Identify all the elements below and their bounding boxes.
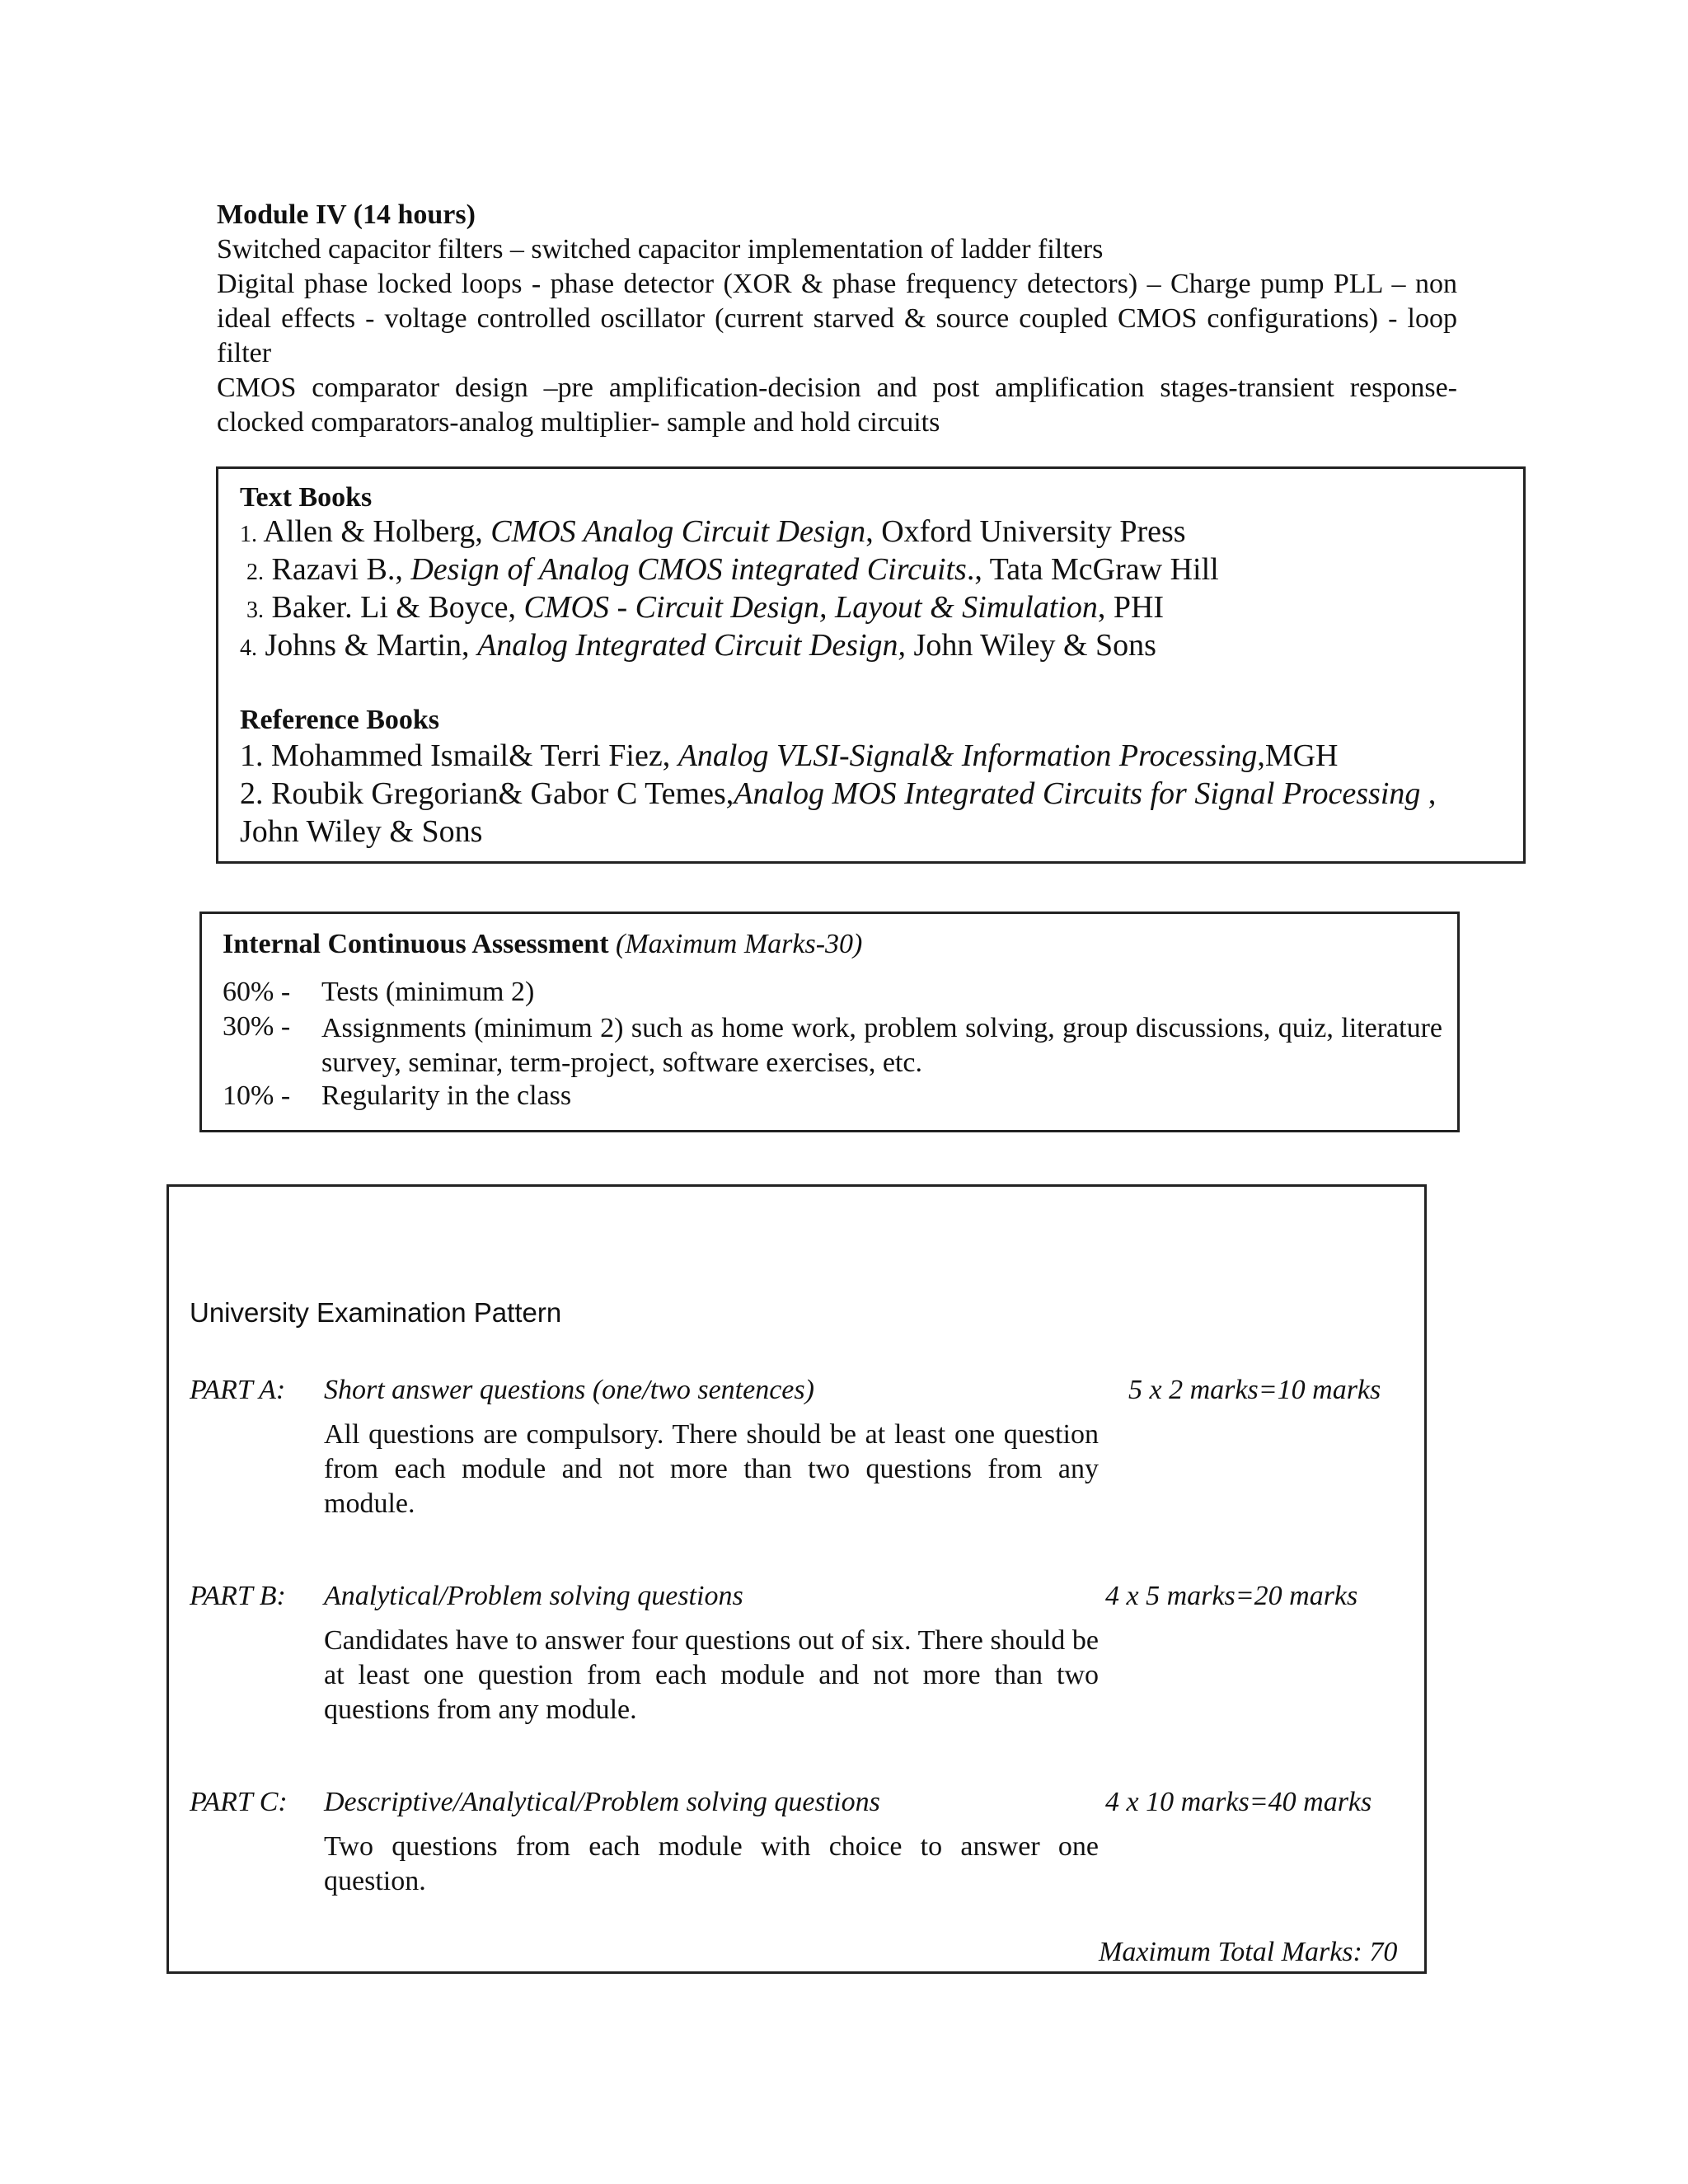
assessment-heading-row [223, 929, 862, 960]
part-marks: 5 x 2 marks=10 marks [1128, 1375, 1381, 1405]
book-number: 2. [240, 776, 264, 811]
assessment-pct: 30% - [223, 1011, 291, 1042]
book-title: Design of Analog CMOS integrated Circuits [410, 552, 967, 587]
module-paragraph: Digital phase locked loops - phase detector (XOR & phase frequency detectors) – Charge pump PLL – non ideal effects - voltage controlled oscillator (current starved & source coupled CMOS configurations) - loop filter [217, 269, 1457, 368]
assessment-heading: Internal Continuous Assessment [223, 929, 609, 959]
book-title: Analog Integrated Circuit Design, [477, 628, 907, 663]
part-label: PART B: [190, 1581, 286, 1611]
assessment-text: Assignments (minimum 2) such as home work, problem solving, group discussions, quiz, literature survey, seminar, term-project, software exercises, etc. [321, 1013, 1442, 1078]
part-title: Analytical/Problem solving questions [324, 1581, 743, 1611]
book-number: 4. [240, 635, 257, 661]
book-authors: Baker. Li & Boyce, [271, 590, 524, 625]
text-books-heading: Text Books [240, 482, 373, 513]
assessment-text: Tests (minimum 2) [321, 977, 535, 1007]
book-number: 3. [246, 598, 264, 623]
reference-book-continuation: John Wiley & Sons [240, 814, 483, 849]
book-title: Analog VLSI-Signal& Information Processing [678, 738, 1258, 773]
book-authors: Roubik Gregorian& Gabor C Temes, [271, 776, 734, 811]
part-label: PART A: [190, 1375, 286, 1405]
book-title: CMOS - Circuit Design, Layout & Simulation [523, 590, 1098, 625]
reference-books-heading: Reference Books [240, 705, 440, 735]
book-publisher: , [1420, 776, 1437, 811]
text-book-item [240, 627, 1156, 663]
text-book-item [240, 513, 1186, 550]
assessment-max-marks: (Maximum Marks-30) [616, 929, 863, 959]
part-description: Candidates have to answer four questions out of six. There should be at least one question from each module and not more than two questions from any module. [324, 1625, 1099, 1725]
book-authors: Razavi B., [271, 552, 411, 587]
assessment-pct: 10% - [223, 1080, 291, 1111]
book-publisher: ., Tata McGraw Hill [966, 552, 1219, 587]
exam-box [166, 1184, 1427, 1974]
book-publisher: John Wiley & Sons [906, 628, 1156, 663]
book-number: 1. [240, 522, 257, 547]
exam-title: University Examination Pattern [190, 1297, 562, 1328]
book-number: 1. [240, 738, 264, 773]
module-paragraph: Switched capacitor filters – switched capacitor implementation of ladder filters [217, 234, 1104, 265]
book-title: Analog MOS Integrated Circuits for Signal Processing [734, 776, 1421, 811]
book-publisher: , Oxford University Press [865, 514, 1186, 549]
text-book-item [246, 551, 1219, 588]
part-marks: 4 x 10 marks=40 marks [1105, 1787, 1372, 1817]
part-description: All questions are compulsory. There should be at least one question from each module and not more than two questions from any module. [324, 1419, 1099, 1519]
book-authors: Mohammed Ismail& Terri Fiez, [271, 738, 678, 773]
part-title: Short answer questions (one/two sentences) [324, 1375, 814, 1405]
book-number: 2. [246, 560, 264, 585]
part-title: Descriptive/Analytical/Problem solving questions [324, 1787, 880, 1817]
assessment-box [199, 912, 1460, 1132]
book-publisher: ,MGH [1257, 738, 1339, 773]
book-publisher: , PHI [1097, 590, 1165, 625]
text-book-item [246, 589, 1164, 626]
part-label: PART C: [190, 1787, 288, 1817]
total-marks: Maximum Total Marks: 70 [1099, 1937, 1398, 1967]
book-title: CMOS Analog Circuit Design [490, 514, 866, 549]
books-box [216, 466, 1526, 864]
reference-book-item [240, 776, 1436, 812]
module-paragraph: CMOS comparator design –pre amplification-decision and post amplification stages-transient response-clocked comparators-analog multiplier- sample and hold circuits [217, 373, 1457, 438]
module-section [217, 198, 1457, 440]
book-authors: Johns & Martin, [265, 628, 478, 663]
part-marks: 4 x 5 marks=20 marks [1105, 1581, 1358, 1611]
module-heading: Module IV (14 hours) [217, 199, 476, 230]
part-description: Two questions from each module with choice to answer one question. [324, 1831, 1099, 1896]
assessment-pct: 60% - [223, 977, 291, 1007]
assessment-text: Regularity in the class [321, 1080, 572, 1111]
reference-book-item [240, 738, 1339, 774]
book-authors: Allen & Holberg, [263, 514, 491, 549]
